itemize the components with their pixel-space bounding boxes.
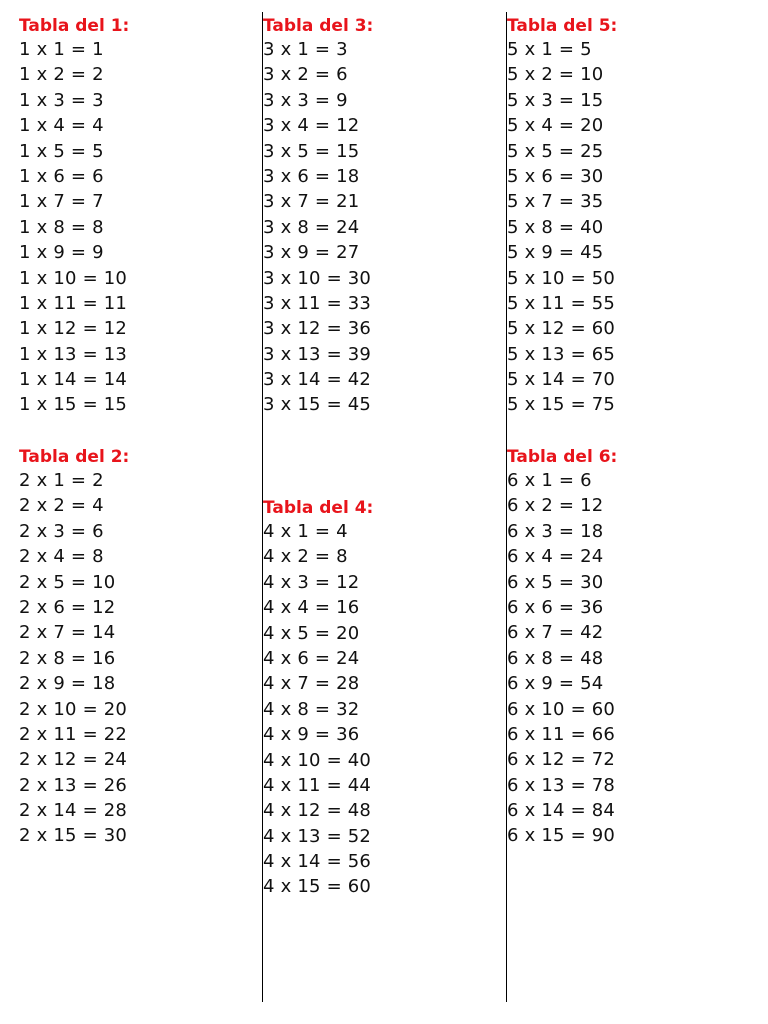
table-row: 5 x 2 = 10 <box>507 64 604 86</box>
table-row: 5 x 1 = 5 <box>507 39 592 60</box>
table-4 <box>263 495 373 900</box>
table-row: 2 x 15 = 30 <box>19 825 128 847</box>
table-row: 1 x 15 = 15 <box>19 394 128 416</box>
table-row: 3 x 2 = 6 <box>263 64 348 86</box>
table-title: Tabla del 1: <box>19 16 130 36</box>
table-row: 1 x 11 = 11 <box>19 292 128 314</box>
table-row: 2 x 14 = 28 <box>19 800 128 822</box>
table-row: 6 x 15 = 90 <box>507 825 616 847</box>
table-row: 5 x 10 = 50 <box>507 267 616 289</box>
table-1 <box>19 13 129 418</box>
table-row: 3 x 7 = 21 <box>263 191 360 213</box>
table-row: 4 x 12 = 48 <box>263 800 372 822</box>
table-row: 1 x 13 = 13 <box>19 343 128 365</box>
table-row: 4 x 7 = 28 <box>263 673 360 695</box>
table-row: 4 x 1 = 4 <box>263 521 348 542</box>
table-row: 4 x 2 = 8 <box>263 546 348 568</box>
table-row: 5 x 3 = 15 <box>507 89 604 111</box>
table-row: 3 x 8 = 24 <box>263 216 360 238</box>
table-row: 2 x 9 = 18 <box>19 673 116 695</box>
table-row: 6 x 4 = 24 <box>507 546 604 568</box>
table-row: 3 x 4 = 12 <box>263 115 360 137</box>
table-row: 2 x 13 = 26 <box>19 774 128 796</box>
table-row: 4 x 13 = 52 <box>263 825 372 847</box>
table-row: 3 x 13 = 39 <box>263 343 372 365</box>
table-row: 4 x 3 = 12 <box>263 571 360 593</box>
table-row: 1 x 9 = 9 <box>19 242 104 264</box>
table-row: 2 x 10 = 20 <box>19 698 128 720</box>
table-row: 1 x 2 = 2 <box>19 64 104 86</box>
table-row: 6 x 10 = 60 <box>507 698 616 720</box>
table-row: 6 x 3 = 18 <box>507 520 604 542</box>
table-3 <box>263 13 373 418</box>
table-row: 3 x 9 = 27 <box>263 242 360 264</box>
table-row: 3 x 3 = 9 <box>263 89 348 111</box>
table-row: 3 x 1 = 3 <box>263 39 348 60</box>
table-6 <box>507 444 617 849</box>
table-row: 5 x 13 = 65 <box>507 343 616 365</box>
table-row: 5 x 11 = 55 <box>507 292 616 314</box>
table-row: 6 x 9 = 54 <box>507 673 604 695</box>
table-2 <box>19 444 129 849</box>
table-row: 6 x 13 = 78 <box>507 774 616 796</box>
table-title: Tabla del 6: <box>507 447 618 467</box>
table-row: 2 x 3 = 6 <box>19 520 104 542</box>
table-row: 6 x 11 = 66 <box>507 723 616 745</box>
table-row: 5 x 5 = 25 <box>507 140 604 162</box>
table-row: 5 x 12 = 60 <box>507 318 616 340</box>
table-row: 6 x 12 = 72 <box>507 749 616 771</box>
table-row: 6 x 14 = 84 <box>507 800 616 822</box>
table-row: 1 x 1 = 1 <box>19 39 104 60</box>
table-row: 3 x 11 = 33 <box>263 292 372 314</box>
table-row: 4 x 14 = 56 <box>263 851 372 873</box>
table-title: Tabla del 2: <box>19 447 130 467</box>
table-row: 5 x 8 = 40 <box>507 216 604 238</box>
table-row: 2 x 2 = 4 <box>19 495 104 517</box>
table-row: 3 x 6 = 18 <box>263 165 360 187</box>
table-title: Tabla del 4: <box>263 498 374 518</box>
table-row: 1 x 7 = 7 <box>19 191 104 213</box>
table-title: Tabla del 5: <box>507 16 618 36</box>
table-row: 1 x 14 = 14 <box>19 369 128 391</box>
table-row: 4 x 4 = 16 <box>263 597 360 619</box>
table-row: 5 x 15 = 75 <box>507 394 616 416</box>
table-row: 1 x 5 = 5 <box>19 140 104 162</box>
table-row: 3 x 5 = 15 <box>263 140 360 162</box>
table-row: 2 x 12 = 24 <box>19 749 128 771</box>
table-5 <box>507 13 617 418</box>
table-row: 5 x 7 = 35 <box>507 191 604 213</box>
table-row: 5 x 4 = 20 <box>507 115 604 137</box>
table-row: 6 x 7 = 42 <box>507 622 604 644</box>
table-row: 1 x 4 = 4 <box>19 115 104 137</box>
table-row: 4 x 11 = 44 <box>263 774 372 796</box>
table-row: 2 x 4 = 8 <box>19 546 104 568</box>
table-row: 2 x 5 = 10 <box>19 571 116 593</box>
table-row: 4 x 6 = 24 <box>263 647 360 669</box>
table-row: 3 x 12 = 36 <box>263 318 372 340</box>
table-row: 6 x 2 = 12 <box>507 495 604 517</box>
table-row: 3 x 15 = 45 <box>263 394 372 416</box>
table-row: 4 x 10 = 40 <box>263 749 372 771</box>
table-row: 2 x 6 = 12 <box>19 596 116 618</box>
table-row: 5 x 6 = 30 <box>507 165 604 187</box>
table-row: 6 x 1 = 6 <box>507 470 592 491</box>
table-row: 1 x 10 = 10 <box>19 267 128 289</box>
table-row: 2 x 7 = 14 <box>19 622 116 644</box>
table-row: 4 x 5 = 20 <box>263 622 360 644</box>
table-row: 4 x 15 = 60 <box>263 876 372 898</box>
table-row: 1 x 8 = 8 <box>19 216 104 238</box>
table-row: 1 x 6 = 6 <box>19 165 104 187</box>
table-row: 6 x 8 = 48 <box>507 647 604 669</box>
table-row: 3 x 10 = 30 <box>263 267 372 289</box>
table-row: 2 x 8 = 16 <box>19 647 116 669</box>
table-row: 1 x 3 = 3 <box>19 89 104 111</box>
table-row: 6 x 6 = 36 <box>507 596 604 618</box>
table-row: 4 x 8 = 32 <box>263 698 360 720</box>
table-row: 1 x 12 = 12 <box>19 318 128 340</box>
table-row: 5 x 14 = 70 <box>507 369 616 391</box>
table-row: 6 x 5 = 30 <box>507 571 604 593</box>
table-row: 2 x 1 = 2 <box>19 470 104 491</box>
table-row: 3 x 14 = 42 <box>263 369 372 391</box>
table-title: Tabla del 3: <box>263 16 374 36</box>
table-row: 5 x 9 = 45 <box>507 242 604 264</box>
table-row: 2 x 11 = 22 <box>19 723 128 745</box>
table-row: 4 x 9 = 36 <box>263 724 360 746</box>
